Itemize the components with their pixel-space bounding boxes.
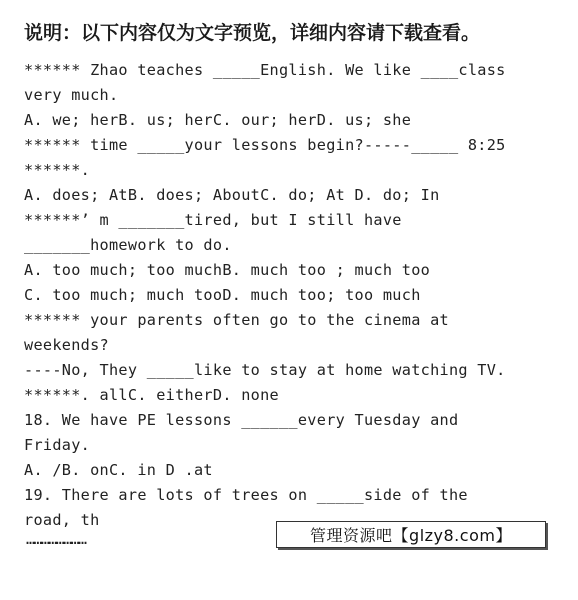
text-line: ****** time _____your lessons begin?-----_____ 8:25 [24,136,506,154]
text-line: ******. [24,161,91,179]
text-line: A. we; herB. us; herC. our; herD. us; she [24,111,412,129]
text-line: road, th [24,511,100,529]
text-line: A. too much; too muchB. much too ; much too [24,261,431,279]
text-line: A. does; AtB. does; AboutC. do; At D. do; In [24,186,440,204]
text-line: Friday. [24,436,91,454]
watermark-text: 管理资源吧【glzy8.com】 [310,526,512,545]
text-line: C. too much; much tooD. much too; too much [24,286,421,304]
text-line: weekends? [24,336,109,354]
text-line: ****** your parents often go to the cinema at [24,311,449,329]
text-line: _______homework to do. [24,236,232,254]
text-line: ----No, They _____like to stay at home watching TV. [24,361,506,379]
text-line: ******’ m _______tired, but I still have [24,211,402,229]
text-line: very much. [24,86,119,104]
text-line: 19. There are lots of trees on _____side of the [24,486,468,504]
document-body [24,58,564,533]
truncation-ellipsis: …………………… [26,530,86,548]
text-line: A. /B. onC. in D .at [24,461,213,479]
preview-notice: 说明：以下内容仅为文字预览，详细内容请下载查看。 [24,22,481,44]
watermark-box [276,521,546,548]
text-line: 18. We have PE lessons ______every Tuesday and [24,411,459,429]
text-line: ******. allC. eitherD. none [24,386,279,404]
text-line: ****** Zhao teaches _____English. We like ____class [24,61,506,79]
